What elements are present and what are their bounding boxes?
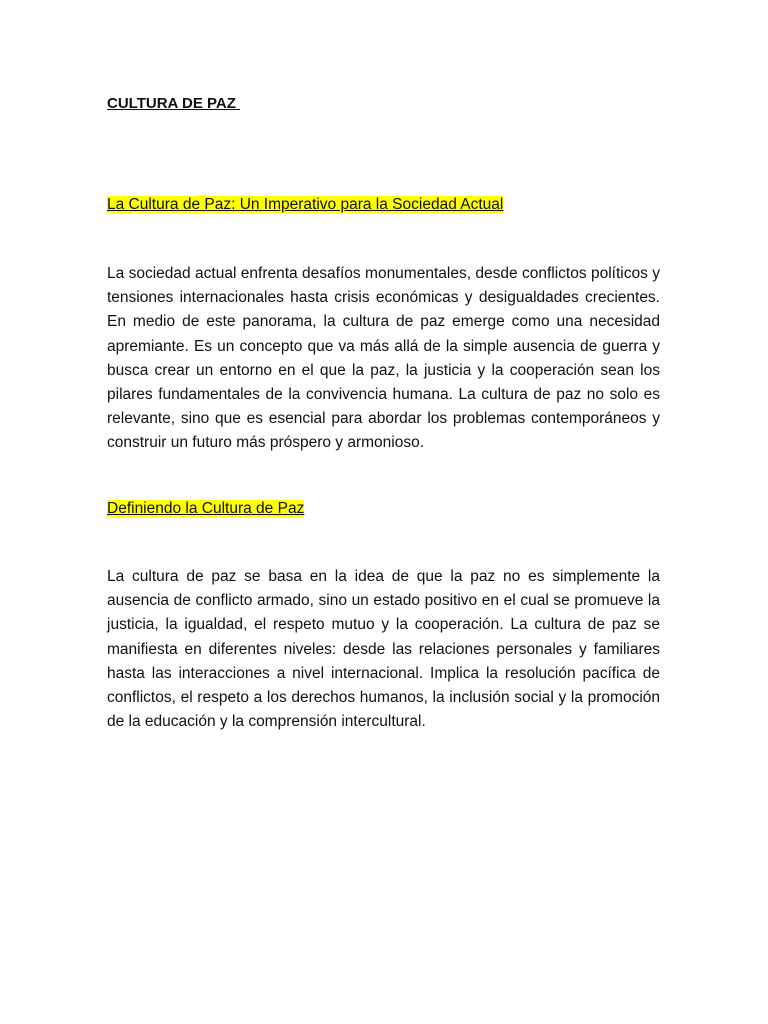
paragraph-sociedad-actual: La sociedad actual enfrenta desafíos monumentales, desde conflictos políticos y tensiones internacionales hasta crisis económicas y desigualdades crecientes. En medio de este panorama, la cultura de paz emerge como una necesidad apremiante. Es un concepto que va más allá de la simple ausencia de guerra y busca crear un entorno en el que la paz, la justicia y la cooperación sean los pilares fundamentales de la convivencia humana. La cultura de paz no solo es relevante, sino que es esencial para abordar los problemas contemporáneos y construir un futuro más próspero y armonioso.: [107, 265, 660, 452]
section-heading-imperativo: [107, 195, 503, 215]
highlighted-heading-text: La Cultura de Paz: Un Imperativo para la Sociedad Actual: [107, 196, 504, 213]
highlighted-heading-text: Definiendo la Cultura de Paz: [107, 500, 305, 517]
document-title: CULTURA DE PAZ: [107, 95, 241, 112]
paragraph-definicion: La cultura de paz se basa en la idea de que la paz no es simplemente la ausencia de conflicto armado, sino un estado positivo en el cual se promueve la justicia, la igualdad, el respeto mutuo y la cooperación. La cultura de paz se manifiesta en diferentes niveles: desde las relaciones personales y familiares hasta las interacciones a nivel internacional. Implica la resolución pacífica de conflictos, el respeto a los derechos humanos, la inclusión social y la promoción de la educación y la comprensión intercultural.: [107, 568, 660, 731]
section-heading-definiendo: [107, 499, 304, 519]
